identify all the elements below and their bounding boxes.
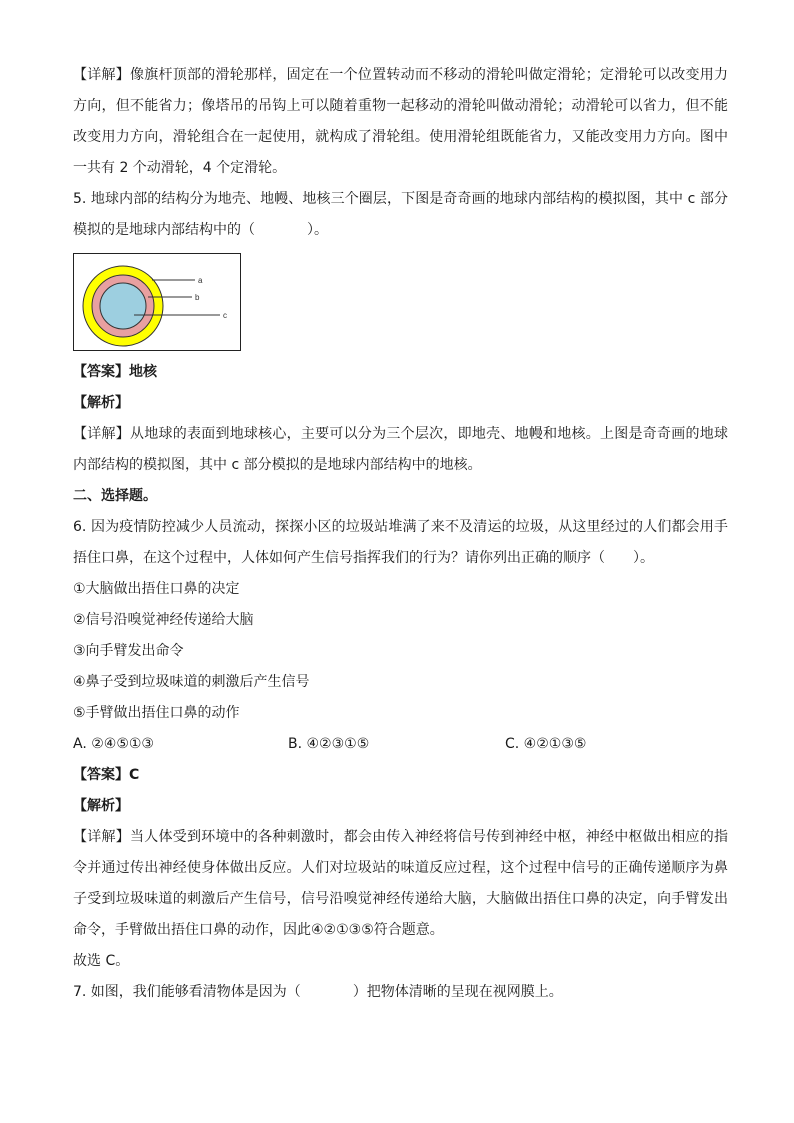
q7-stem-text: ）把物体清晰的呈现在视网膜上。 [352,984,563,1000]
core-layer-c [100,283,146,329]
q6-step: ②信号沿嗅觉神经传递给大脑 [73,612,254,628]
q4-detail-line: 一共有 2 个动滑轮，4 个定滑轮。 [73,160,287,176]
q6-step: ③向手臂发出命令 [73,643,184,659]
section-title: 二、选择题。 [73,488,157,504]
answer-text: 【答案】地核 [73,364,157,380]
option-b: B. ④②③①⑤ [288,736,370,752]
q6-detail-line: 【详解】当人体受到环境中的各种刺激时，都会由传入神经将信号传到神经中枢，神经中枢做出相应的指 [73,829,728,845]
question-5 [73,184,728,481]
q6-stem-line: 捂住口鼻，在这个过程中，人体如何产生信号指挥我们的行为？请你列出正确的顺序（ ）。 [73,550,654,566]
q6-step: ⑤手臂做出捂住口鼻的动作 [73,705,240,721]
q5-answer [73,357,728,388]
q6-detail-line: 令并通过传出神经使身体做出反应。人们对垃圾站的味道反应过程，这个过程中信号的正确传递顺序为鼻 [73,860,728,876]
q6-stem-line: 6. 因为疫情防控减少人员流动，探探小区的垃圾站堆满了来不及清运的垃圾，从这里经过的人们都会用手 [73,519,728,535]
earth-structure-figure [73,253,241,351]
q6-answer [73,760,728,791]
q7-stem-text: 7. 如图，我们能够看清物体是因为（ [73,984,301,1000]
q6-step: ①大脑做出捂住口鼻的决定 [73,581,240,597]
q6-conclusion: 故选 C。 [73,953,130,969]
q5-stem-text: 模拟的是地球内部结构中的（ [73,222,255,238]
q5-detail-line: 内部结构的模拟图，其中 c 部分模拟的是地球内部结构中的地核。 [73,457,482,473]
label-b: b [195,293,200,302]
q5-analysis-heading: 【解析】 [73,395,129,411]
label-a: a [198,276,203,285]
q5-stem-line: 5. 地球内部的结构分为地壳、地幔、地核三个圈层，下图是奇奇画的地球内部结构的模拟图，其中 c 部分 [73,191,728,207]
q5-stem-line [73,215,728,246]
label-c: c [223,311,227,320]
q6-detail-line: 子受到垃圾味道的刺激后产生信号，信号沿嗅觉神经传递给大脑，大脑做出捂住口鼻的决定，向手臂发出 [73,891,728,907]
q6-options [73,729,728,760]
question-7 [73,977,728,1008]
q6-analysis-heading: 【解析】 [73,798,129,814]
question-6 [73,512,728,977]
q4-detail-line: 改变用力方向，滑轮组合在一起使用，就构成了滑轮组。使用滑轮组既能省力，又能改变用力方向。图中 [73,129,728,145]
option-a: A. ②④⑤①③ [73,736,154,752]
q4-detail-line: 【详解】像旗杆顶部的滑轮那样，固定在一个位置转动而不移动的滑轮叫做定滑轮；定滑轮可以改变用力 [73,67,728,83]
q7-stem-line [73,977,728,1008]
q4-detail-line: 方向，但不能省力；像塔吊的吊钩上可以随着重物一起移动的滑轮叫做动滑轮；动滑轮可以省力，但不能 [73,98,728,114]
earth-structure-diagram [74,254,242,352]
q4-detail [73,60,728,184]
q5-detail-line: 【详解】从地球的表面到地球核心，主要可以分为三个层次，即地壳、地幔和地核。上图是奇奇画的地球 [73,426,728,442]
option-c: C. ④②①③⑤ [505,736,587,752]
q6-step: ④鼻子受到垃圾味道的刺激后产生信号 [73,674,310,690]
document-page [73,60,728,1008]
answer-text: 【答案】C [73,767,140,783]
q6-detail-line: 命令，手臂做出捂住口鼻的动作，因此④②①③⑤符合题意。 [73,922,444,938]
q5-stem-text: ）。 [307,222,328,238]
